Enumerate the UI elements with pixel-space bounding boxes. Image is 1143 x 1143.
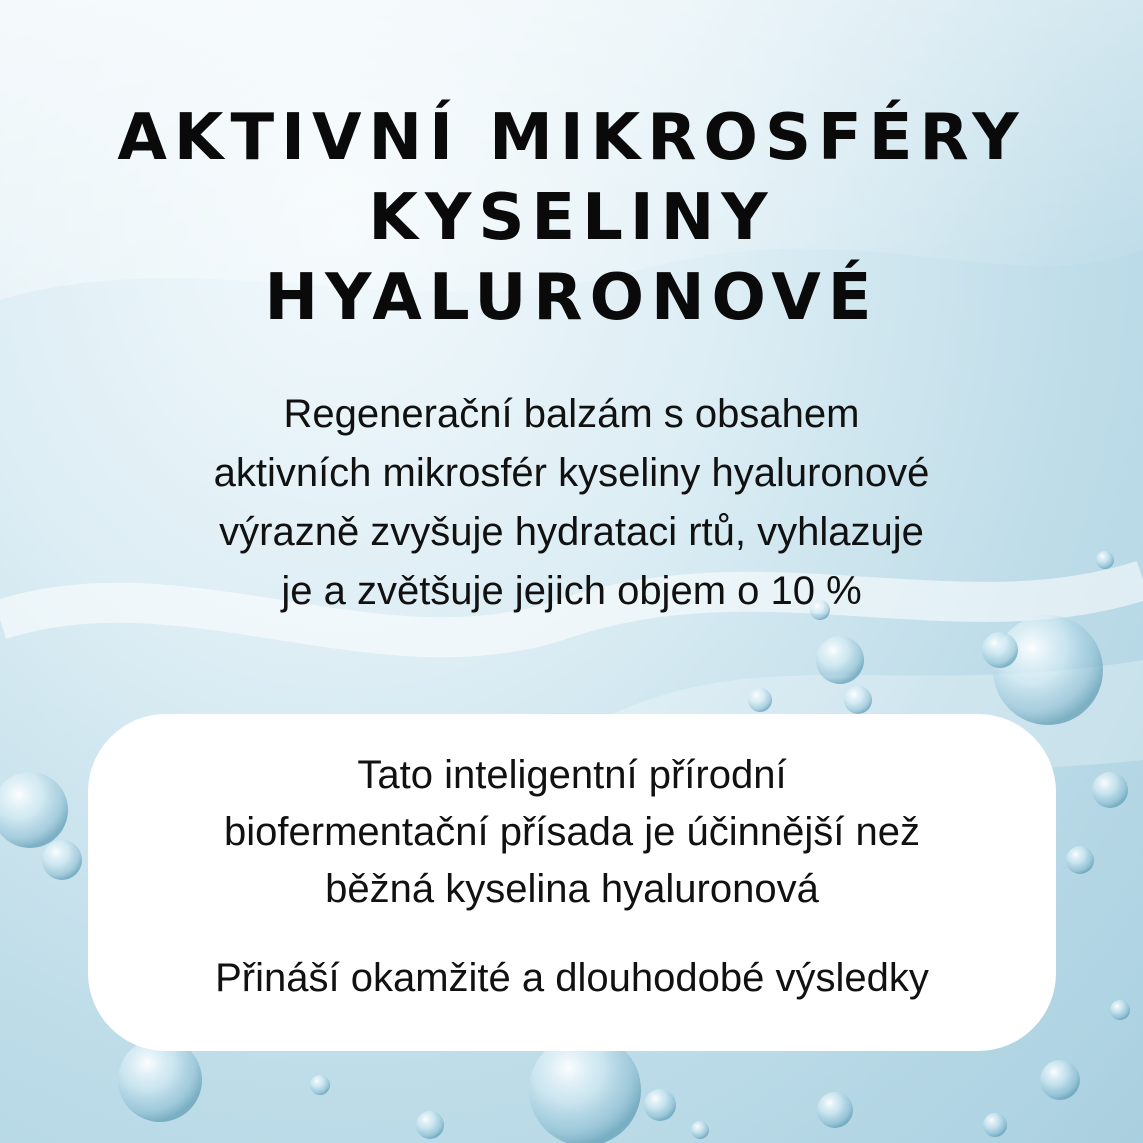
callout-paragraph-results xyxy=(88,950,1056,1007)
headline-line-3: HYALURONOVÉ xyxy=(264,261,879,335)
lead-line-1: Regenerační balzám s obsahem xyxy=(283,392,860,436)
callout-paragraph-ingredient xyxy=(88,747,1056,918)
lead-line-3: výrazně zvyšuje hydrataci rtů, vyhlazuje xyxy=(219,510,924,554)
headline-line-2: KYSELINY xyxy=(368,181,775,255)
callout-line-3: běžná kyselina hyaluronová xyxy=(325,867,819,911)
lead-paragraph xyxy=(0,385,1143,621)
callout-line-4: Přináší okamžité a dlouhodobé výsledky xyxy=(215,956,929,1000)
lead-line-4: je a zvětšuje jejich objem o 10 % xyxy=(281,569,862,613)
headline xyxy=(0,98,1143,338)
headline-line-1: AKTIVNÍ MIKROSFÉRY xyxy=(117,101,1026,175)
callout-box xyxy=(88,714,1056,1051)
lead-line-2: aktivních mikrosfér kyseliny hyaluronové xyxy=(213,451,930,495)
callout-line-1: Tato inteligentní přírodní xyxy=(357,753,787,797)
callout-line-2: biofermentační přísada je účinnější než xyxy=(224,810,920,854)
